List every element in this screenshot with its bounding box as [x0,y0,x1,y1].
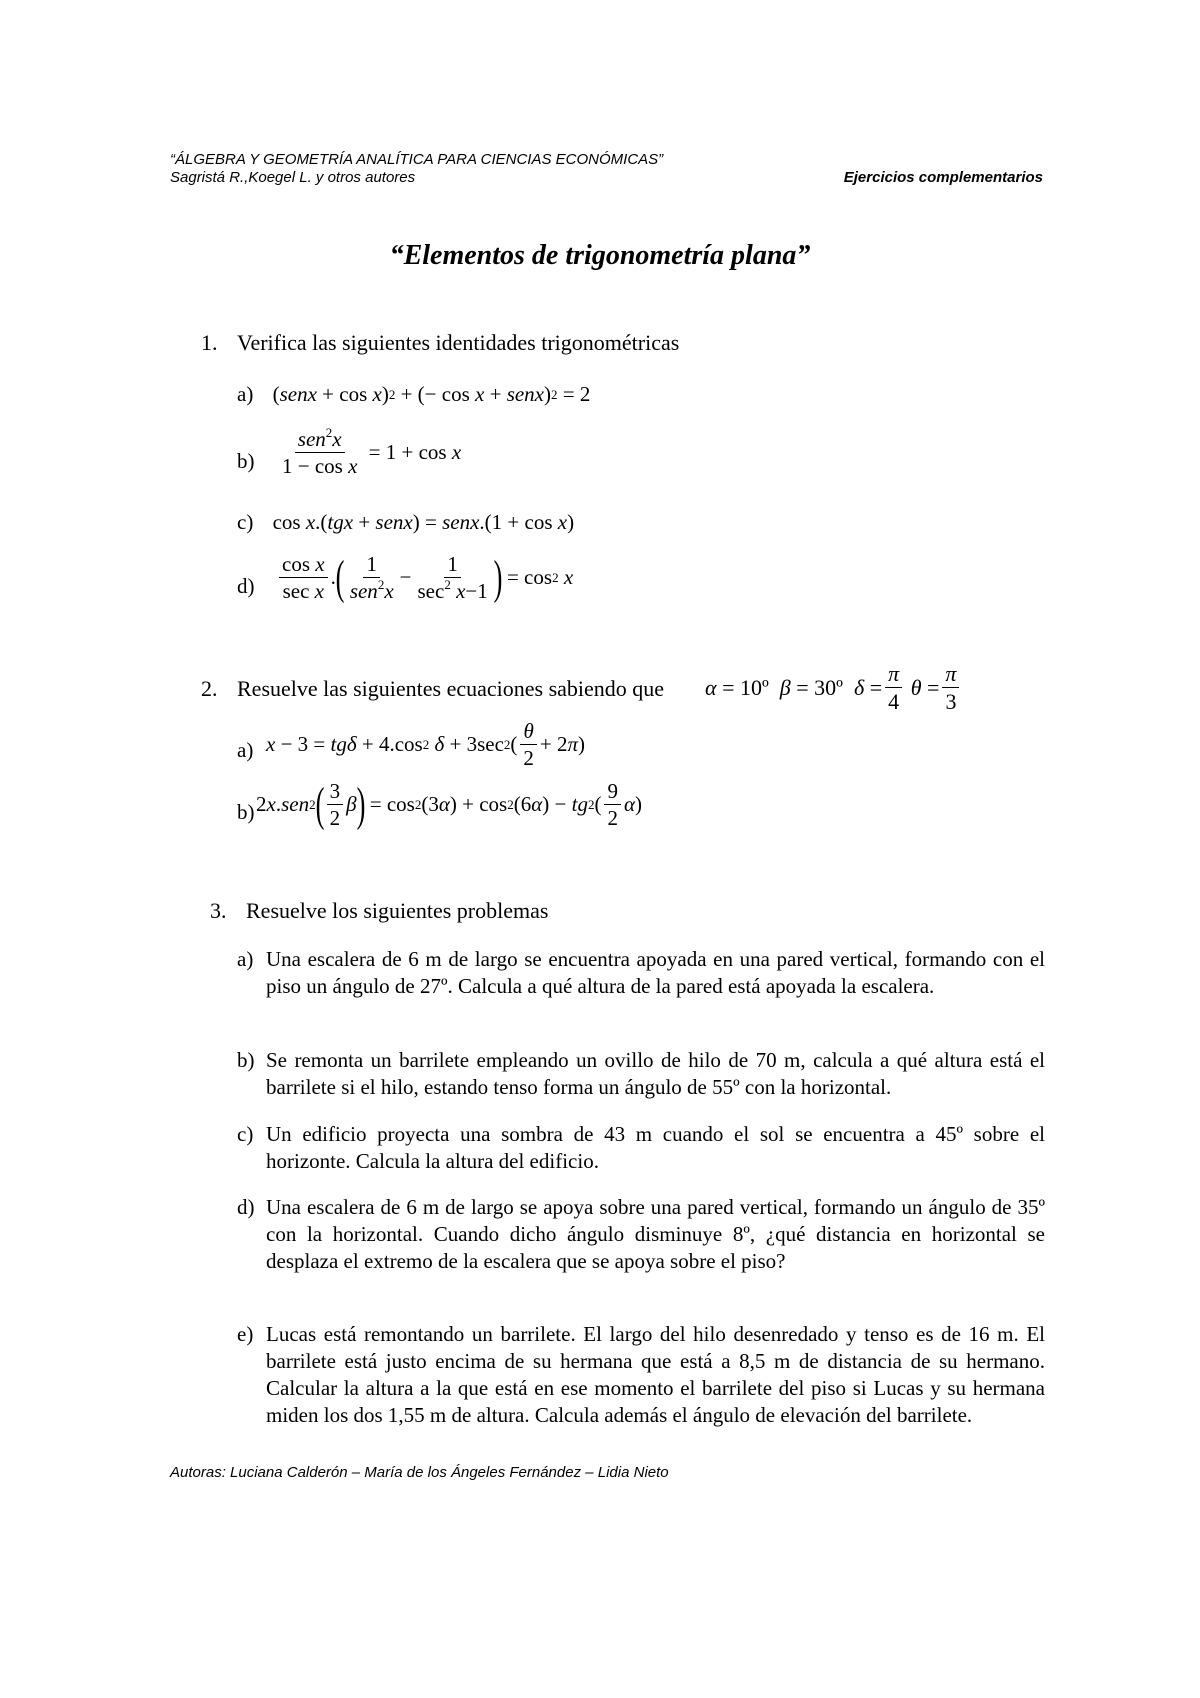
item-label: b) [237,1048,255,1072]
fraction: $\frac{sen^2x}{\text{1 − cos x}}$ [282,425,358,479]
item-label: a) [237,947,254,971]
item-label: a) [237,738,254,762]
question-2-item-a-formula: x − 3 = tgδ + 4.cos 2 δ + 3sec 2 ( $\frac{\theta}{2}$ + 2 π ) [266,719,586,771]
question-1-item-b-formula: $\frac{sen^2x}{\text{1 − cos x}}$ = 1 + cos x [276,428,461,477]
problem-text: Una escalera de 6 m de largo se apoya sobre una pared vertical, formando un ángulo de 35º con la horizontal. Cuando dicho ángulo disminuye 8º, ¿qué distancia en horizontal se desplaza el extremo de la escalera que se apoya sobre el piso? [266,1195,1045,1273]
question-3 [210,898,548,924]
problem-b [237,1047,1045,1101]
item-label: c) [237,1122,254,1146]
footer-authors: Autoras: Luciana Calderón – María de los Ángeles Fernández – Lidia Nieto [170,1464,669,1481]
header-authors: Sagristá R.,Koegel L. y otros autores [170,169,416,186]
question-text: Verifica las siguientes identidades trigonométricas [237,330,680,355]
item-label: e) [237,1322,254,1346]
item-formula: ( senx + cos x ) 2 + (− cos x + senx ) 2 = 2 [272,382,591,406]
problem-c [237,1121,1045,1175]
question-number: 1. [201,330,218,355]
problem-a [237,946,1045,1000]
question-text: Resuelve los siguientes problemas [246,898,549,923]
question-number: 2. [201,676,218,701]
item-label: d) [237,1195,255,1219]
problem-text: Lucas está remontando un barrilete. El largo del hilo desenredado y tenso es de 16 m. El barrilete está justo encima de su hermana que está a 8,5 m de distancia de su hermano. Calcular la altura a la que está en ese momento el barrilete del piso si Lucas y su hermana miden los dos 1,55 m de altura. Calcula además el ángulo de elevación del barrilete. [266,1322,1045,1427]
question-number: 3. [210,898,227,923]
problem-text: Un edificio proyecta una sombra de 43 m cuando el sol se encuentra a 45º sobre el horizonte. Calcula la altura del edificio. [266,1122,1045,1173]
question-1-item-d-formula: $\frac{\text{cos x}}{\text{sec x}}$ . ( $\frac{1}{sen^2x}$ − $\frac{1}{\sec^2 x-1}$ ) = cos 2 x [276,553,573,602]
item-label: b) [237,800,255,824]
question-1-item-c [237,510,574,535]
question-2-givens: α = 10º β = 30º δ = $\frac{\pi}{4}$ θ = $\frac{\pi}{3}$ [705,662,962,713]
header-section: Ejercicios complementarios [843,169,1043,186]
problem-e [237,1321,1045,1429]
page-title: “Elementos de trigonometría plana” [389,240,811,271]
question-1 [201,330,679,356]
question-2-item-b-formula: 2 x . sen 2 ( $\frac{3}{2}$ β ) = cos 2 (3 α ) + cos 2 (6 α ) − tg 2 ( $\frac{9}{2}$ α ) [256,777,642,831]
question-1-item-a [237,382,590,407]
problem-text: Una escalera de 6 m de largo se encuentra apoyada en una pared vertical, formando con el piso un ángulo de 27º. Calcula a qué altura de la pared está apoyada la escalera. [266,947,1045,998]
item-label: b) [237,449,255,473]
problem-text: Se remonta un barrilete empleando un ovillo de hilo de 70 m, calcula a qué altura está el barrilete si el hilo, estando tenso forma un ángulo de 55º con la horizontal. [266,1048,1045,1099]
question-text: Resuelve las siguientes ecuaciones sabiendo que [237,676,665,701]
item-label: d) [237,574,255,598]
header-book-title: “ÁLGEBRA Y GEOMETRÍA ANALÍTICA PARA CIENCIAS ECONÓMICAS” [170,151,664,168]
item-label: c) [237,510,254,534]
item-label: a) [237,382,254,406]
question-2 [201,676,664,702]
problem-d [237,1194,1045,1275]
item-formula: cos x .( tgx + senx ) = senx .(1 + cos x ) [272,510,575,534]
